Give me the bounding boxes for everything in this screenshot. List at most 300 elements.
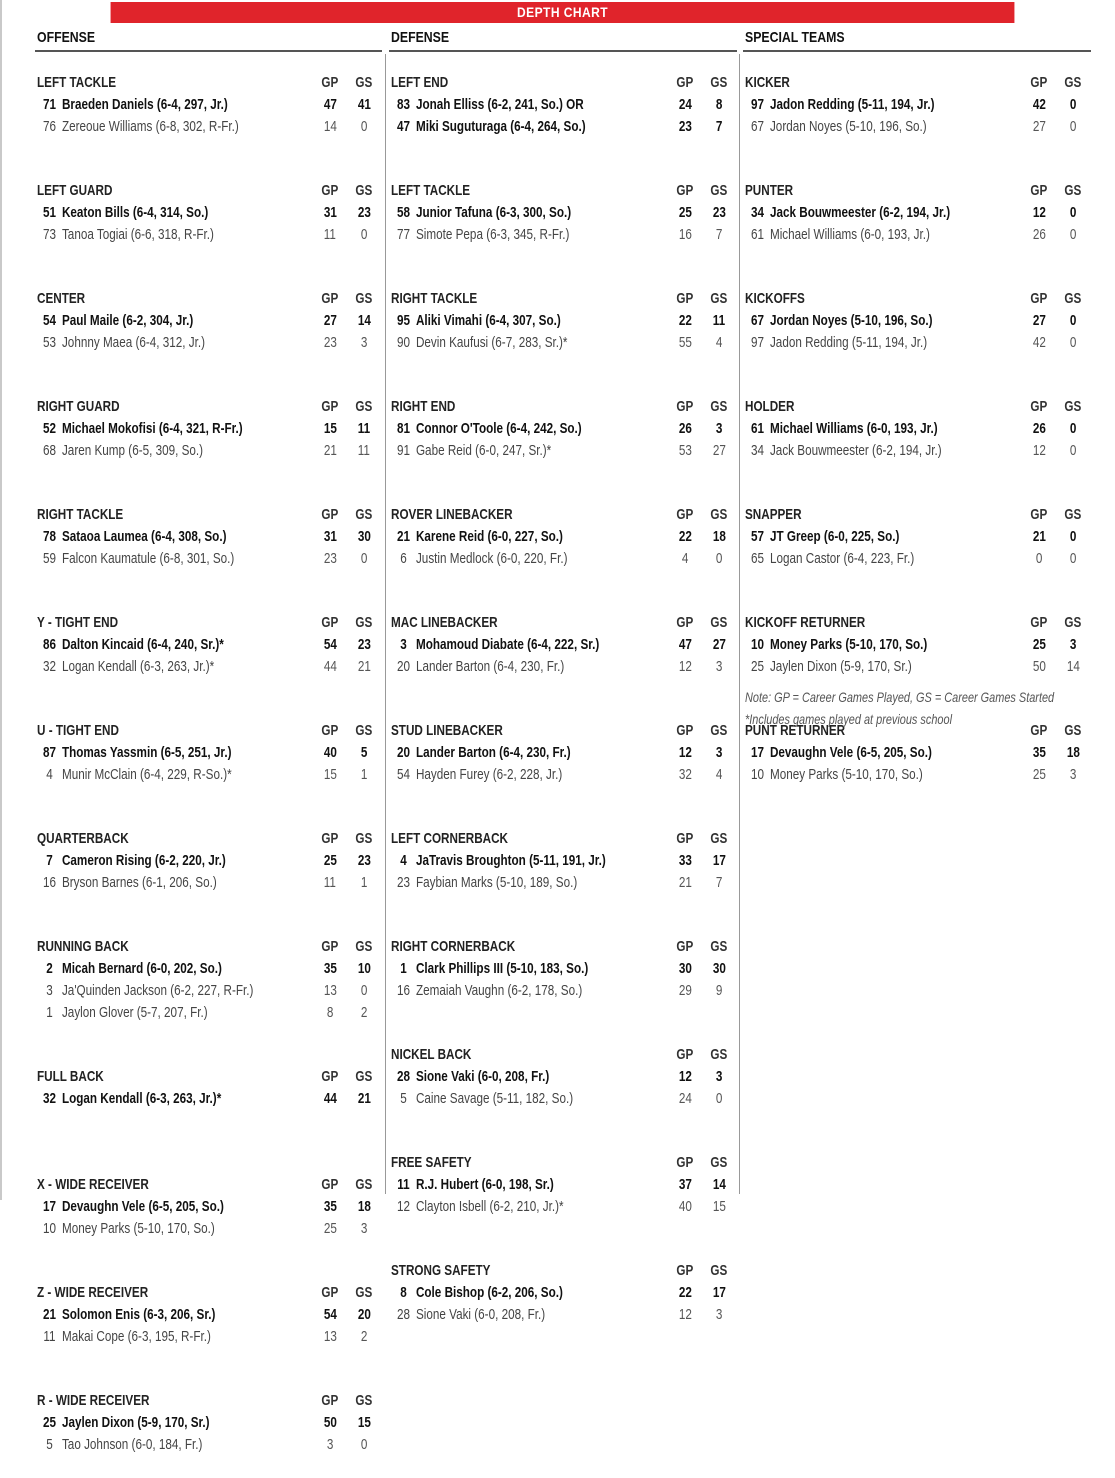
player-name: Logan Kendall (6-3, 263, Jr.)* [61,1090,222,1107]
gp-header: GP [321,1068,339,1085]
position-label: QUARTERBACK [37,830,129,847]
player-row [35,958,382,980]
jersey-number: 5 [46,1436,53,1453]
games-played: 16 [678,226,692,243]
games-played: 8 [326,1004,334,1021]
position-header-row [743,288,1091,310]
player-row [35,94,382,116]
games-played: 12 [678,658,692,675]
gs-header: GS [1064,614,1082,631]
player-row [389,1088,737,1110]
games-started: 1 [360,766,368,783]
jersey-number: 51 [42,204,56,221]
player-row [743,526,1091,548]
position-header-row [389,396,737,418]
player-name: Jack Bouwmeester (6-2, 194, Jr.) [769,442,942,459]
position-header-row [389,504,737,526]
player-name: Jordan Noyes (5-10, 196, So.) [769,118,927,135]
games-started: 3 [1069,766,1077,783]
position-label: PUNT RETURNER [745,722,846,739]
position-header-row [743,180,1091,202]
position-label: CENTER [37,290,86,307]
games-played: 27 [323,312,337,329]
games-started: 4 [715,334,723,351]
games-started: 11 [357,442,371,459]
gp-header: GP [321,722,339,739]
position-label: U - TIGHT END [37,722,119,739]
player-row [35,980,382,1002]
player-name: Sione Vaki (6-0, 208, Fr.) [415,1306,546,1323]
player-name: Jaylen Dixon (5-9, 170, Sr.) [769,658,912,675]
games-started: 23 [712,204,726,221]
games-played: 40 [323,744,337,761]
position-header-row [389,828,737,850]
position-header-row [35,288,382,310]
games-played: 50 [323,1414,337,1431]
gp-header: GP [321,398,339,415]
player-name: Jack Bouwmeester (6-2, 194, Jr.) [769,204,951,221]
player-name: Tanoa Togiai (6-6, 318, R-Fr.) [61,226,214,243]
games-started: 7 [715,118,723,135]
player-name: Solomon Enis (6-3, 206, Sr.) [61,1306,216,1323]
position-label: Y - TIGHT END [37,614,119,631]
position-label: KICKOFF RETURNER [745,614,866,631]
jersey-number: 83 [396,96,410,113]
jersey-number: 73 [42,226,56,243]
defense-column [389,26,737,1348]
jersey-number: 16 [396,982,410,999]
player-row [389,850,737,872]
player-name: Lander Barton (6-4, 230, Fr.) [415,658,565,675]
jersey-number: 3 [400,636,407,653]
position-header-row [35,396,382,418]
player-name: Logan Kendall (6-3, 263, Jr.)* [61,658,215,675]
player-row [389,742,737,764]
jersey-number: 71 [42,96,56,113]
gp-header: GP [676,182,694,199]
position-group [35,180,382,268]
jersey-number: 91 [396,442,410,459]
player-name: Jaren Kump (6-5, 309, So.) [61,442,204,459]
position-group [35,1282,382,1370]
player-row [389,764,737,786]
games-started: 0 [360,118,368,135]
position-header-row [743,396,1091,418]
player-row [389,224,737,246]
gs-header: GS [355,1068,373,1085]
games-played: 35 [1032,744,1046,761]
gs-header: GS [1064,506,1082,523]
position-header-row [35,1174,382,1196]
position-label: KICKOFFS [745,290,805,307]
player-name: Dalton Kincaid (6-4, 240, Sr.)* [61,636,224,653]
games-played: 13 [323,1328,337,1345]
gp-header: GP [321,614,339,631]
gs-header: GS [1064,722,1082,739]
games-started: 0 [715,550,723,567]
games-started: 14 [1066,658,1080,675]
jersey-number: 54 [42,312,56,329]
games-played: 33 [678,852,692,869]
player-row [389,116,737,138]
jersey-number: 17 [42,1198,56,1215]
position-group [389,1044,737,1132]
games-played: 25 [323,852,337,869]
jersey-number: 25 [750,658,764,675]
games-started: 18 [1066,744,1080,761]
gp-header: GP [321,830,339,847]
games-played: 47 [678,636,692,653]
position-group [389,1152,737,1240]
position-label: STUD LINEBACKER [391,722,503,739]
player-name: Michael Williams (6-0, 193, Jr.) [769,226,930,243]
games-started: 0 [1069,226,1077,243]
position-header-row [35,72,382,94]
games-started: 27 [712,636,726,653]
games-played: 24 [678,1090,692,1107]
gs-header: GS [355,506,373,523]
games-played: 27 [1032,312,1046,329]
gs-header: GS [710,830,728,847]
position-group [389,72,737,160]
games-started: 8 [715,96,723,113]
gs-header: GS [1064,74,1082,91]
player-row [389,310,737,332]
player-row [389,980,737,1002]
player-name: Connor O'Toole (6-4, 242, So.) [415,420,582,437]
position-header-row [389,288,737,310]
jersey-number: 34 [750,442,764,459]
player-row [743,202,1091,224]
gp-header: GP [1030,290,1048,307]
gs-header: GS [710,938,728,955]
position-label: NICKEL BACK [391,1046,472,1063]
gs-header: GS [355,398,373,415]
special-teams-header: SPECIAL TEAMS [743,26,1091,52]
gs-header: GS [710,1262,728,1279]
offense-column [35,26,382,1478]
column-divider [739,54,740,1194]
jersey-number: 10 [750,636,764,653]
player-name: Lander Barton (6-4, 230, Fr.) [415,744,571,761]
position-header-row [389,1152,737,1174]
position-label: LEFT TACKLE [391,182,471,199]
player-name: JT Greep (6-0, 225, So.) [769,528,900,545]
player-name: Clayton Isbell (6-2, 210, Jr.)* [415,1198,564,1215]
position-group [743,504,1091,592]
jersey-number: 12 [396,1198,410,1215]
position-label: R - WIDE RECEIVER [37,1392,150,1409]
position-label: LEFT GUARD [37,182,113,199]
gs-header: GS [710,722,728,739]
jersey-number: 58 [396,204,410,221]
games-started: 30 [357,528,371,545]
offense-groups [35,72,382,1478]
position-label: FREE SAFETY [391,1154,472,1171]
position-header-row [389,180,737,202]
games-started: 14 [357,312,371,329]
player-name: Caine Savage (5-11, 182, So.) [415,1090,574,1107]
games-started: 17 [712,852,726,869]
games-started: 0 [1069,312,1077,329]
position-label: HOLDER [745,398,795,415]
player-row [35,656,382,678]
gp-header: GP [321,182,339,199]
player-row [35,202,382,224]
position-label: RIGHT TACKLE [391,290,478,307]
jersey-number: 34 [750,204,764,221]
defense-groups [389,72,737,1348]
gs-header: GS [355,1176,373,1193]
player-row [743,418,1091,440]
jersey-number: 28 [396,1068,410,1085]
position-header-row [35,936,382,958]
jersey-number: 65 [750,550,764,567]
games-played: 21 [1032,528,1046,545]
gp-header: GP [321,1392,339,1409]
games-started: 0 [1069,442,1077,459]
gs-header: GS [710,1154,728,1171]
position-label: SNAPPER [745,506,802,523]
games-started: 21 [357,658,371,675]
jersey-number: 6 [400,550,407,567]
player-row [389,634,737,656]
games-played: 27 [1032,118,1046,135]
games-started: 0 [1069,96,1077,113]
position-header-row [389,612,737,634]
jersey-number: 78 [42,528,56,545]
player-row [743,440,1091,462]
player-name: Simote Pepa (6-3, 345, R-Fr.) [415,226,570,243]
position-header-row [35,720,382,742]
games-played: 15 [323,420,337,437]
games-played: 25 [1032,766,1046,783]
player-name: Tao Johnson (6-0, 184, Fr.) [61,1436,203,1453]
position-header-row [35,1066,382,1088]
games-started: 2 [360,1328,368,1345]
player-name: Cole Bishop (6-2, 206, So.) [415,1284,563,1301]
jersey-number: 1 [400,960,407,977]
player-name: Sione Vaki (6-0, 208, Fr.) [415,1068,550,1085]
games-started: 3 [360,1220,368,1237]
position-label: RIGHT TACKLE [37,506,124,523]
position-group [35,720,382,808]
games-started: 27 [712,442,726,459]
player-row [743,116,1091,138]
position-group [35,828,382,916]
player-row [389,1196,737,1218]
gs-header: GS [710,290,728,307]
games-played: 31 [323,204,337,221]
gs-header: GS [710,74,728,91]
games-played: 44 [323,1090,337,1107]
player-name: Zereoue Williams (6-8, 302, R-Fr.) [61,118,239,135]
games-played: 25 [323,1220,337,1237]
position-group [35,936,382,1046]
player-row [743,332,1091,354]
gp-header: GP [1030,182,1048,199]
player-row [743,634,1091,656]
gs-header: GS [355,182,373,199]
player-row [389,1304,737,1326]
jersey-number: 23 [396,874,410,891]
player-name: Michael Williams (6-0, 193, Jr.) [769,420,938,437]
jersey-number: 4 [400,852,407,869]
position-header-row [743,72,1091,94]
games-started: 0 [360,1436,368,1453]
jersey-number: 52 [42,420,56,437]
player-name: Braeden Daniels (6-4, 297, Jr.) [61,96,228,113]
gs-header: GS [710,398,728,415]
player-name: Jadon Redding (5-11, 194, Jr.) [769,334,928,351]
jersey-number: 81 [396,420,410,437]
gp-header: GP [676,74,694,91]
games-played: 54 [323,636,337,653]
player-name: Johnny Maea (6-4, 312, Jr.) [61,334,206,351]
jersey-number: 97 [750,96,764,113]
jersey-number: 61 [750,226,764,243]
games-played: 37 [678,1176,692,1193]
gp-header: GP [676,1046,694,1063]
position-header-row [389,1260,737,1282]
games-started: 0 [715,1090,723,1107]
games-played: 25 [1032,636,1046,653]
jersey-number: 90 [396,334,410,351]
jersey-number: 8 [400,1284,407,1301]
jersey-number: 68 [42,442,56,459]
games-played: 22 [678,528,692,545]
gp-header: GP [676,1262,694,1279]
player-name: Sataoa Laumea (6-4, 308, So.) [61,528,227,545]
games-played: 53 [678,442,692,459]
offense-header: OFFENSE [35,26,382,52]
jersey-number: 21 [42,1306,56,1323]
player-row [35,872,382,894]
games-started: 15 [357,1414,371,1431]
position-label: LEFT END [391,74,449,91]
games-started: 0 [360,226,368,243]
games-started: 18 [712,528,726,545]
games-started: 0 [1069,528,1077,545]
player-row [35,1196,382,1218]
position-header-row [743,504,1091,526]
gp-header: GP [321,1284,339,1301]
jersey-number: 7 [46,852,53,869]
jersey-number: 32 [42,658,56,675]
player-row [743,764,1091,786]
player-name: Logan Castor (6-4, 223, Fr.) [769,550,915,567]
games-played: 47 [323,96,337,113]
position-group [35,1066,382,1154]
games-played: 21 [678,874,692,891]
player-row [389,548,737,570]
player-row [35,1434,382,1456]
player-name: Money Parks (5-10, 170, So.) [61,1220,215,1237]
games-started: 3 [715,1306,723,1323]
position-group [389,288,737,376]
gp-header: GP [676,722,694,739]
player-name: Jadon Redding (5-11, 194, Jr.) [769,96,935,113]
gp-header: GP [321,506,339,523]
position-label: ROVER LINEBACKER [391,506,513,523]
gp-header: GP [676,506,694,523]
position-group [35,396,382,484]
games-started: 3 [715,420,723,437]
position-group [389,504,737,592]
games-played: 32 [678,766,692,783]
player-name: Miki Suguturaga (6-4, 264, So.) [415,118,586,135]
position-label: RIGHT GUARD [37,398,120,415]
player-row [389,656,737,678]
games-started: 3 [715,1068,723,1085]
player-name: Paul Maile (6-2, 304, Jr.) [61,312,194,329]
position-group [35,504,382,592]
player-row [35,1002,382,1024]
games-started: 0 [1069,420,1077,437]
games-played: 23 [323,550,337,567]
games-started: 23 [357,852,371,869]
jersey-number: 21 [396,528,410,545]
player-row [389,202,737,224]
jersey-number: 17 [750,744,764,761]
player-row [35,418,382,440]
gp-header: GP [676,938,694,955]
games-started: 30 [712,960,726,977]
player-row [35,1218,382,1240]
position-header-row [35,1390,382,1412]
games-played: 23 [678,118,692,135]
player-name: Gabe Reid (6-0, 247, Sr.)* [415,442,552,459]
games-played: 35 [323,960,337,977]
player-row [35,1326,382,1348]
gp-header: GP [676,290,694,307]
position-group [389,936,737,1024]
player-name: Michael Mokofisi (6-4, 321, R-Fr.) [61,420,243,437]
position-label: Z - WIDE RECEIVER [37,1284,149,1301]
position-header-row [389,936,737,958]
jersey-number: 3 [46,982,53,999]
position-group [35,1174,382,1262]
column-divider [385,54,386,1194]
gs-header: GS [355,1284,373,1301]
games-played: 22 [678,312,692,329]
games-played: 22 [678,1284,692,1301]
position-label: LEFT TACKLE [37,74,117,91]
position-label: KICKER [745,74,790,91]
player-name: Clark Phillips III (5-10, 183, So.) [415,960,589,977]
games-started: 11 [357,420,371,437]
jersey-number: 10 [42,1220,56,1237]
gs-header: GS [1064,182,1082,199]
player-row [389,526,737,548]
games-started: 1 [360,874,368,891]
player-row [743,224,1091,246]
player-name: Zemaiah Vaughn (6-2, 178, So.) [415,982,583,999]
games-played: 12 [678,1306,692,1323]
jersey-number: 76 [42,118,56,135]
jersey-number: 61 [750,420,764,437]
gp-header: GP [321,290,339,307]
jersey-number: 59 [42,550,56,567]
position-label: STRONG SAFETY [391,1262,491,1279]
games-started: 18 [357,1198,371,1215]
player-row [35,224,382,246]
position-group [389,828,737,916]
jersey-number: 87 [42,744,56,761]
gs-header: GS [355,290,373,307]
position-header-row [389,72,737,94]
player-name: Makai Cope (6-3, 195, R-Fr.) [61,1328,211,1345]
